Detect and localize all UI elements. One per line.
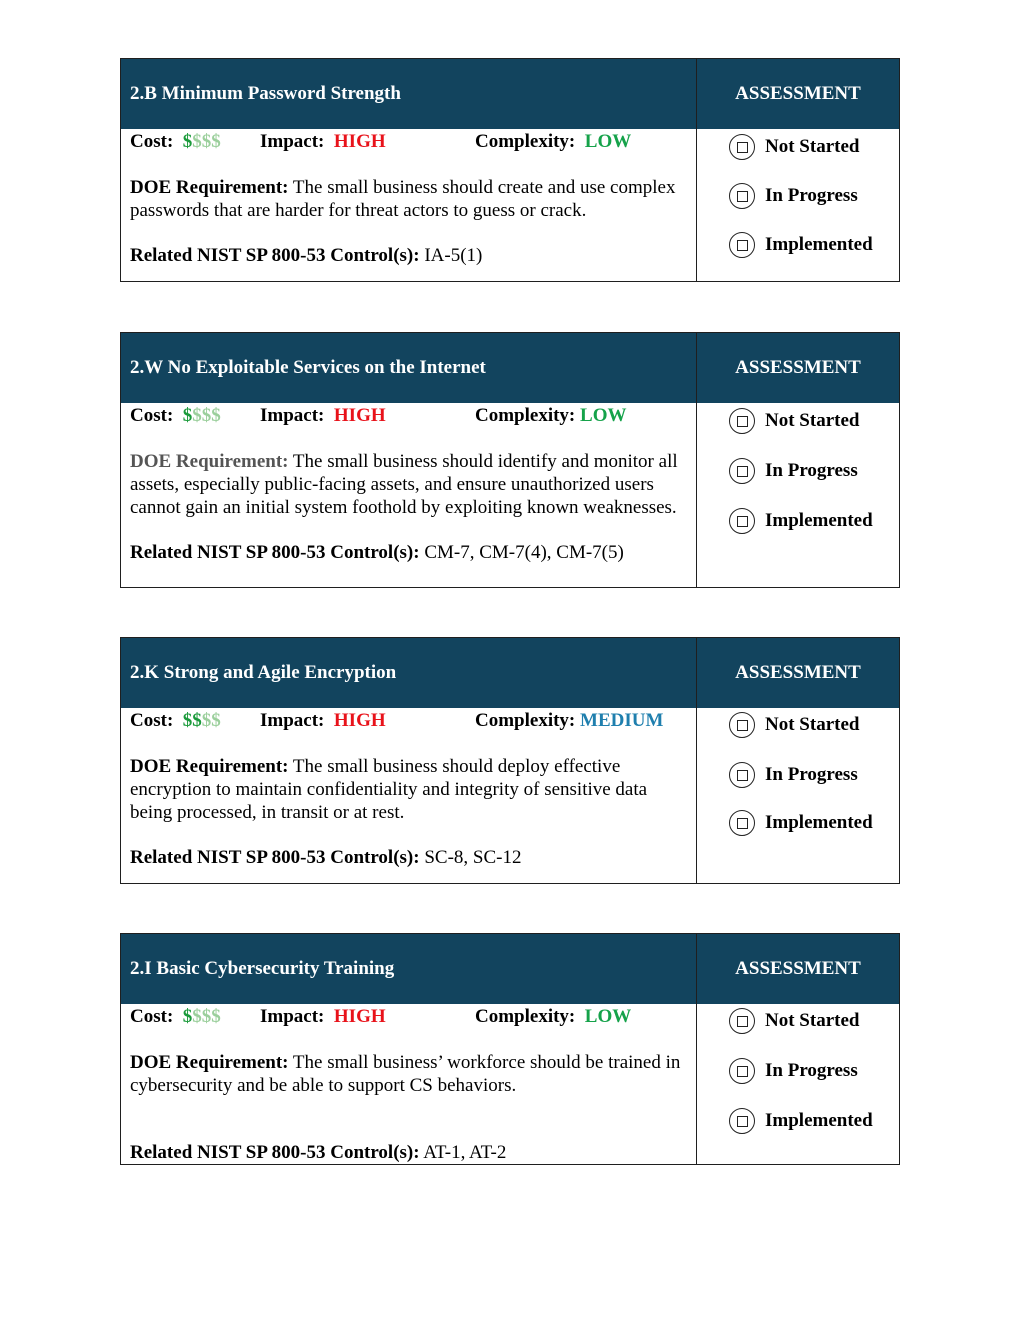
complexity-rating: Complexity: LOW: [475, 1006, 632, 1027]
card-title: 2.I Basic Cybersecurity Training: [121, 934, 697, 1004]
nist-controls: Related NIST SP 800-53 Control(s): IA-5(1): [130, 245, 483, 266]
card-title: 2.K Strong and Agile Encryption: [121, 638, 697, 708]
radio-checkbox-icon[interactable]: [729, 232, 755, 258]
impact-rating: Impact: HIGH: [260, 405, 386, 426]
radio-checkbox-icon[interactable]: [729, 1008, 755, 1034]
nist-controls: Related NIST SP 800-53 Control(s): AT-1, AT-2: [130, 1142, 507, 1163]
option-implemented[interactable]: Implemented: [729, 810, 873, 836]
option-not-started[interactable]: Not Started: [729, 408, 859, 434]
doe-requirement: DOE Requirement: The small business should deploy effective encryption to maintain confidentiality and integrity of sensitive data being processed, in transit or at rest.: [130, 756, 648, 823]
doe-requirement: DOE Requirement: The small business should identify and monitor all assets, especially public-facing assets, and ensure unauthorized users cannot gain an initial system foothold by exploiting known weaknesses.: [130, 451, 678, 518]
impact-rating: Impact: HIGH: [260, 710, 386, 731]
radio-checkbox-icon[interactable]: [729, 183, 755, 209]
option-implemented[interactable]: Implemented: [729, 232, 873, 258]
option-in-progress[interactable]: In Progress: [729, 762, 858, 788]
option-not-started[interactable]: Not Started: [729, 134, 859, 160]
radio-checkbox-icon[interactable]: [729, 458, 755, 484]
nist-controls: Related NIST SP 800-53 Control(s): CM-7, CM-7(4), CM-7(5): [130, 542, 624, 563]
card-details: [121, 403, 697, 587]
complexity-rating: Complexity: LOW: [475, 131, 632, 152]
control-card: [120, 933, 900, 1165]
complexity-rating: Complexity: LOW: [475, 405, 627, 426]
cost-rating: Cost: $$$$: [130, 710, 221, 731]
radio-checkbox-icon[interactable]: [729, 1058, 755, 1084]
radio-checkbox-icon[interactable]: [729, 134, 755, 160]
card-header: [121, 638, 899, 708]
radio-checkbox-icon[interactable]: [729, 1108, 755, 1134]
assessment-options: [697, 403, 899, 587]
option-not-started[interactable]: Not Started: [729, 712, 859, 738]
option-in-progress[interactable]: In Progress: [729, 183, 858, 209]
control-card: [120, 332, 900, 588]
radio-checkbox-icon[interactable]: [729, 408, 755, 434]
assessment-heading: ASSESSMENT: [735, 662, 861, 683]
card-header: [121, 333, 899, 403]
control-card: [120, 58, 900, 282]
impact-rating: Impact: HIGH: [260, 131, 386, 152]
card-title: 2.W No Exploitable Services on the Internet: [121, 333, 697, 403]
radio-checkbox-icon[interactable]: [729, 712, 755, 738]
complexity-rating: Complexity: MEDIUM: [475, 710, 664, 731]
card-header: [121, 934, 899, 1004]
assessment-heading: ASSESSMENT: [735, 958, 861, 979]
doe-requirement: DOE Requirement: The small business should create and use complex passwords that are harder for threat actors to guess or crack.: [130, 177, 676, 221]
card-details: [121, 129, 697, 281]
rating-row: [130, 1005, 684, 1029]
card-header: [121, 59, 899, 129]
impact-rating: Impact: HIGH: [260, 1006, 386, 1027]
radio-checkbox-icon[interactable]: [729, 508, 755, 534]
option-implemented[interactable]: Implemented: [729, 508, 873, 534]
assessment-options: [697, 129, 899, 281]
option-implemented[interactable]: Implemented: [729, 1108, 873, 1134]
option-in-progress[interactable]: In Progress: [729, 1058, 858, 1084]
assessment-heading: ASSESSMENT: [735, 83, 861, 104]
cost-rating: Cost: $$$$: [130, 131, 221, 152]
card-details: [121, 1004, 697, 1164]
assessment-options: [697, 708, 899, 883]
control-card: [120, 637, 900, 884]
option-not-started[interactable]: Not Started: [729, 1008, 859, 1034]
rating-row: [130, 404, 684, 428]
option-in-progress[interactable]: In Progress: [729, 458, 858, 484]
card-title: 2.B Minimum Password Strength: [121, 59, 697, 129]
radio-checkbox-icon[interactable]: [729, 762, 755, 788]
radio-checkbox-icon[interactable]: [729, 810, 755, 836]
doe-requirement: DOE Requirement: The small business’ workforce should be trained in cybersecurity and be able to support CS behaviors.: [130, 1052, 681, 1096]
rating-row: [130, 709, 684, 733]
cost-rating: Cost: $$$$: [130, 405, 221, 426]
rating-row: [130, 130, 684, 154]
assessment-heading: ASSESSMENT: [735, 357, 861, 378]
card-details: [121, 708, 697, 883]
assessment-options: [697, 1004, 899, 1164]
cost-rating: Cost: $$$$: [130, 1006, 221, 1027]
nist-controls: Related NIST SP 800-53 Control(s): SC-8, SC-12: [130, 847, 522, 868]
